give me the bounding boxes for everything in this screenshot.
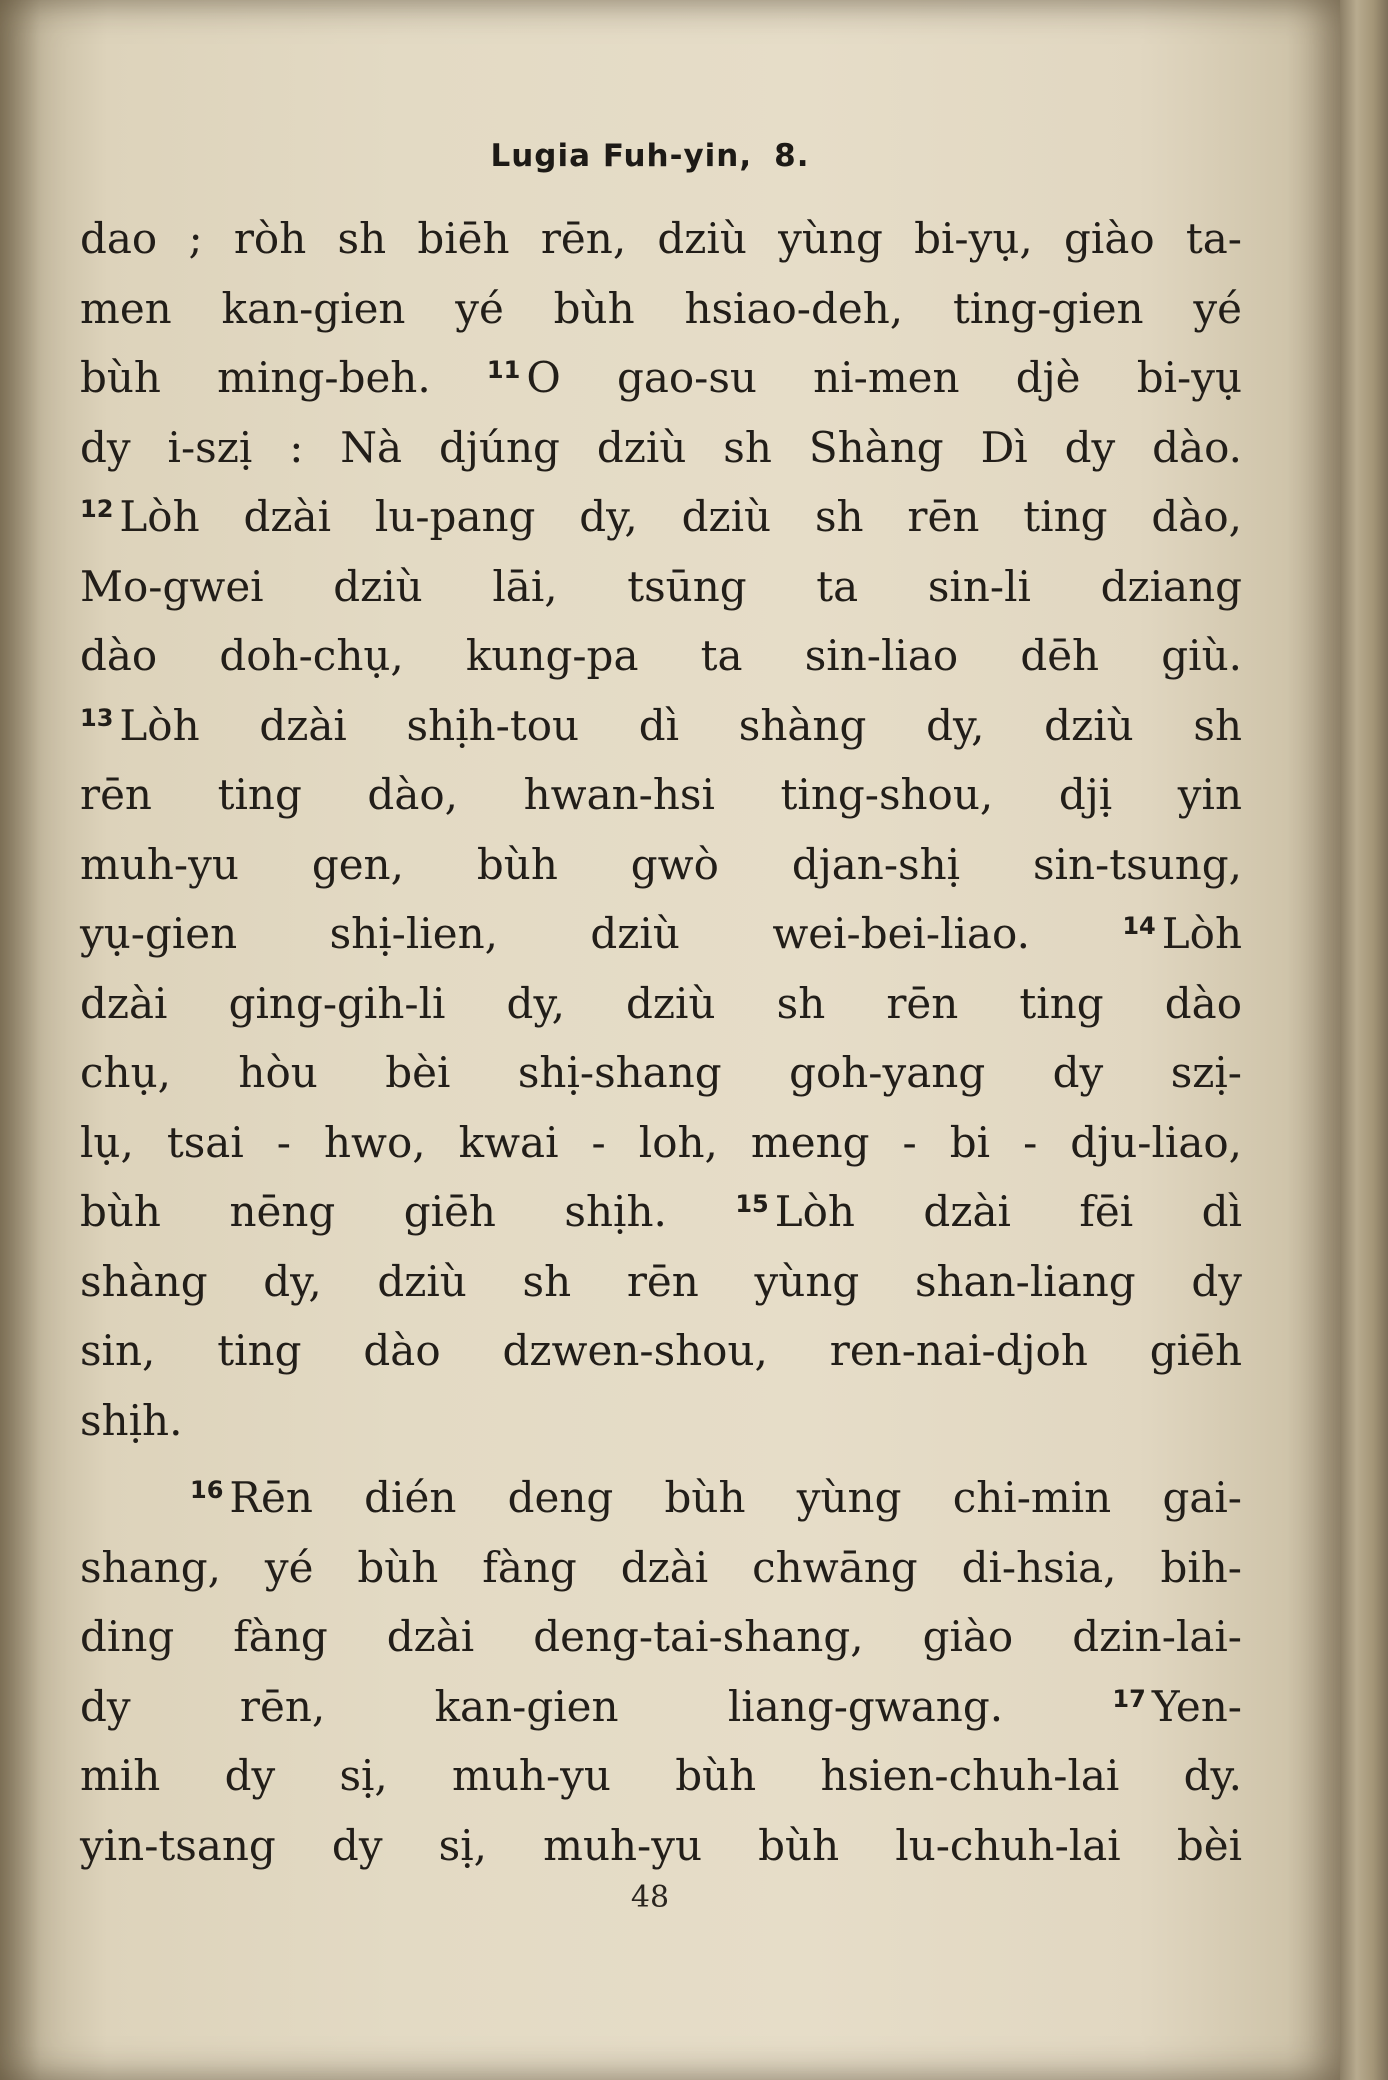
text-line — [80, 482, 1242, 552]
text-line — [80, 1177, 1242, 1247]
text-line — [80, 343, 1242, 413]
verse-number: 14 — [1122, 912, 1156, 940]
text-line: ding fàng dzài deng-tai-shang, giào dzin-lai- — [80, 1612, 1242, 1661]
text-segment: yụ-gien shị-lien, dziù wei-bei-liao. — [80, 909, 1030, 958]
text-line: Mo-gwei dziù lāi, tsūng ta sin-li dziang — [80, 561, 1242, 611]
text-segment: Lòh dzài fēi dì — [774, 1187, 1242, 1236]
text-line: shàng dy, dziù sh rēn yùng shan-liang dy — [80, 1256, 1242, 1306]
text-segment: bùh nēng giēh shịh. — [80, 1187, 667, 1236]
text-line: dzài ging-gih-li dy, dziù sh rēn ting dào — [80, 978, 1242, 1028]
book-title: Lugia Fuh-yin, — [490, 138, 753, 174]
text-line: rēn ting dào, hwan-hsi ting-shou, djị yin — [80, 770, 1242, 819]
text-line: sin, ting dào dzwen-shou, ren-nai-djoh giēh — [80, 1326, 1242, 1375]
text-line — [80, 899, 1242, 969]
text-line: muh-yu gen, bùh gwò djan-shị sin-tsung, — [80, 839, 1242, 889]
chapter-number: 8. — [774, 138, 810, 174]
text-line: yin-tsang dy sị, muh-yu bùh lu-chuh-lai bèi — [80, 1820, 1242, 1870]
verse-number: 11 — [486, 356, 521, 384]
verse-number: 15 — [735, 1190, 769, 1218]
text-segment: Yen- — [1151, 1681, 1242, 1731]
text-line: mih dy sị, muh-yu bùh hsien-chuh-lai dy. — [80, 1751, 1242, 1800]
text-line: shang, yé bùh fàng dzài chwāng di-hsia, bih- — [80, 1542, 1242, 1592]
text-line: lụ, tsai - hwo, kwai - loh, meng - bi - dju-liao, — [80, 1117, 1242, 1167]
verse-number: 12 — [80, 495, 114, 523]
text-line: dy i-szị : Nà djúng dziù sh Shàng Dì dy dào. — [80, 422, 1242, 472]
text-line: dào doh-chụ, kung-pa ta sin-liao dēh giù. — [80, 631, 1242, 680]
body-text — [80, 204, 1242, 1880]
text-line — [80, 1463, 1242, 1533]
text-segment: dy rēn, kan-gien liang-gwang. — [80, 1681, 1004, 1731]
running-head — [0, 138, 1300, 174]
verse-number: 16 — [190, 1476, 224, 1504]
text-segment: Rēn dién deng bùh yùng chi-min gai- — [229, 1473, 1242, 1522]
text-segment: Lòh dzài shịh-tou dì shàng dy, dziù sh — [119, 700, 1242, 750]
text-line — [80, 691, 1242, 761]
text-line: men kan-gien yé bùh hsiao-deh, ting-gien yé — [80, 283, 1242, 333]
verse-number: 17 — [1112, 1684, 1146, 1713]
text-line: dao ; ròh sh biēh rēn, dziù yùng bi-yụ, giào ta- — [80, 214, 1242, 263]
text-line — [80, 1672, 1242, 1742]
verse-number: 13 — [80, 703, 114, 732]
text-segment: Lòh — [1161, 909, 1242, 958]
text-segment: Lòh dzài lu-pang dy, dziù sh rēn ting dào, — [119, 492, 1242, 541]
page-number: 48 — [630, 1880, 670, 1915]
text-line: shịh. — [80, 1395, 183, 1445]
page-edge — [1340, 0, 1388, 2080]
text-line: chụ, hòu bèi shị-shang goh-yang dy szị- — [80, 1048, 1242, 1097]
text-segment: O gao-su ni-men djè bi-yụ — [526, 353, 1242, 402]
text-segment: bùh ming-beh. — [80, 353, 431, 402]
